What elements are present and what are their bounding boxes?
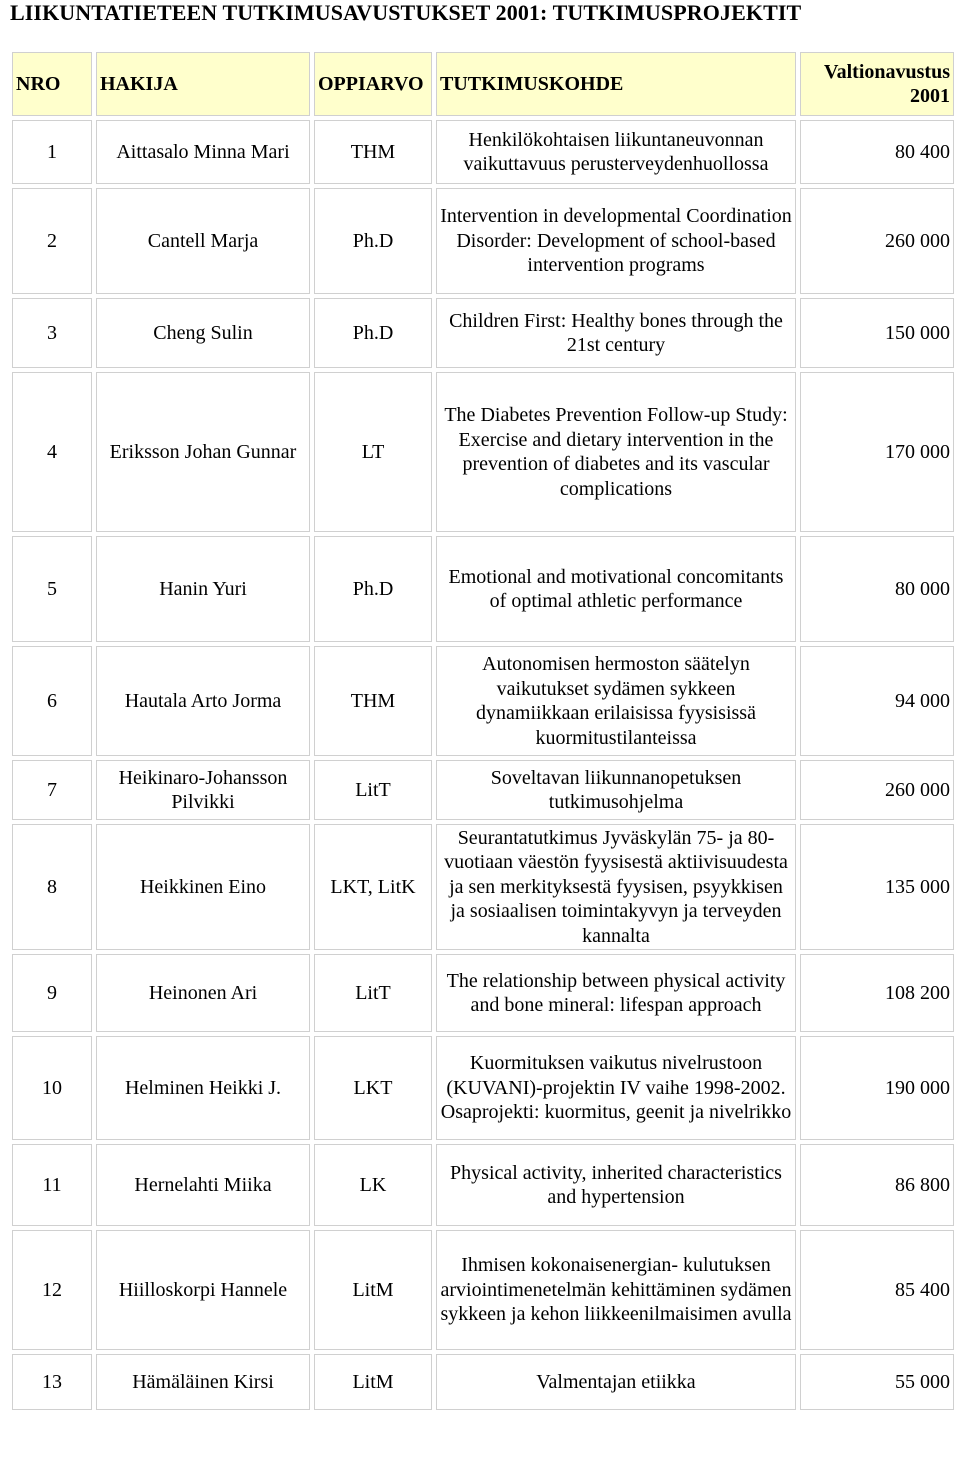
row-topic: Physical activity, inherited characteristics and hypertension xyxy=(436,1144,796,1226)
row-degree: Ph.D xyxy=(314,298,432,368)
row-topic: Ihmisen kokonaisenergian- kulutuksen arviointimenetelmän kehittäminen sydämen sykkeen ja kehon liikkeenilmaisimen avulla xyxy=(436,1230,796,1350)
table-row xyxy=(12,120,954,184)
row-degree: THM xyxy=(314,646,432,756)
row-applicant: Hämäläinen Kirsi xyxy=(96,1354,310,1410)
row-amount: 94 000 xyxy=(800,646,954,756)
row-applicant: Cantell Marja xyxy=(96,188,310,294)
row-degree: LT xyxy=(314,372,432,532)
header-degree: OPPIARVO xyxy=(314,52,432,116)
header-row xyxy=(12,52,954,116)
row-topic: Henkilökohtaisen liikuntaneuvonnan vaikuttavuus perusterveydenhuollossa xyxy=(436,120,796,184)
row-amount: 55 000 xyxy=(800,1354,954,1410)
row-degree: Ph.D xyxy=(314,188,432,294)
row-degree: LitM xyxy=(314,1230,432,1350)
table-row xyxy=(12,372,954,532)
table-row xyxy=(12,1144,954,1226)
table-row xyxy=(12,760,954,820)
row-nro: 3 xyxy=(12,298,92,368)
row-degree: LKT, LitK xyxy=(314,824,432,950)
row-topic: Soveltavan liikunnanopetuksen tutkimusohjelma xyxy=(436,760,796,820)
row-applicant: Hautala Arto Jorma xyxy=(96,646,310,756)
row-topic: The relationship between physical activity and bone mineral: lifespan approach xyxy=(436,954,796,1032)
row-nro: 6 xyxy=(12,646,92,756)
row-nro: 11 xyxy=(12,1144,92,1226)
row-amount: 85 400 xyxy=(800,1230,954,1350)
header-grant-line2: 2001 xyxy=(910,85,950,107)
row-applicant: Cheng Sulin xyxy=(96,298,310,368)
row-topic: Children First: Healthy bones through the 21st century xyxy=(436,298,796,368)
row-degree: LK xyxy=(314,1144,432,1226)
row-amount: 80 400 xyxy=(800,120,954,184)
row-nro: 9 xyxy=(12,954,92,1032)
row-applicant: Aittasalo Minna Mari xyxy=(96,120,310,184)
row-applicant: Hiilloskorpi Hannele xyxy=(96,1230,310,1350)
row-nro: 10 xyxy=(12,1036,92,1140)
header-topic: TUTKIMUSKOHDE xyxy=(436,52,796,116)
row-nro: 13 xyxy=(12,1354,92,1410)
header-nro: NRO xyxy=(12,52,92,116)
header-applicant: HAKIJA xyxy=(96,52,310,116)
row-degree: THM xyxy=(314,120,432,184)
row-amount: 260 000 xyxy=(800,188,954,294)
header-grant xyxy=(800,52,954,116)
row-amount: 135 000 xyxy=(800,824,954,950)
row-amount: 190 000 xyxy=(800,1036,954,1140)
row-degree: LitT xyxy=(314,954,432,1032)
header-grant-line1: Valtionavustus xyxy=(824,60,950,83)
row-amount: 150 000 xyxy=(800,298,954,368)
row-applicant: Heinonen Ari xyxy=(96,954,310,1032)
table-row xyxy=(12,298,954,368)
row-nro: 1 xyxy=(12,120,92,184)
row-nro: 12 xyxy=(12,1230,92,1350)
row-applicant: Eriksson Johan Gunnar xyxy=(96,372,310,532)
row-amount: 80 000 xyxy=(800,536,954,642)
row-topic: Autonomisen hermoston säätelyn vaikutukset sydämen sykkeen dynamiikkaan erilaisissa fyysisissä kuormitustilanteissa xyxy=(436,646,796,756)
row-topic: The Diabetes Prevention Follow-up Study: Exercise and dietary intervention in the prevention of diabetes and its vascular complications xyxy=(436,372,796,532)
table-row xyxy=(12,954,954,1032)
row-applicant: Helminen Heikki J. xyxy=(96,1036,310,1140)
row-degree: LitT xyxy=(314,760,432,820)
row-nro: 2 xyxy=(12,188,92,294)
grants-table xyxy=(8,48,958,1414)
row-applicant: Heikkinen Eino xyxy=(96,824,310,950)
table-row xyxy=(12,536,954,642)
row-applicant: Hanin Yuri xyxy=(96,536,310,642)
row-applicant: Heikinaro-Johansson Pilvikki xyxy=(96,760,310,820)
row-topic: Kuormituksen vaikutus nivelrustoon (KUVANI)-projektin IV vaihe 1998-2002. Osaprojekti: kuormitus, geenit ja nivelrikko xyxy=(436,1036,796,1140)
row-applicant: Hernelahti Miika xyxy=(96,1144,310,1226)
row-topic: Intervention in developmental Coordination Disorder: Development of school-based intervention programs xyxy=(436,188,796,294)
table-row xyxy=(12,1354,954,1410)
table-row xyxy=(12,1036,954,1140)
table-row xyxy=(12,646,954,756)
row-topic: Emotional and motivational concomitants of optimal athletic performance xyxy=(436,536,796,642)
row-amount: 170 000 xyxy=(800,372,954,532)
row-amount: 260 000 xyxy=(800,760,954,820)
row-topic: Seurantatutkimus Jyväskylän 75- ja 80-vuotiaan väestön fyysisestä aktiivisuudesta ja sen merkityksestä fyysisen, psyykkisen ja sosiaalisen toimintakyvyn ja terveyden kannalta xyxy=(436,824,796,950)
row-nro: 4 xyxy=(12,372,92,532)
row-topic: Valmentajan etiikka xyxy=(436,1354,796,1410)
row-nro: 5 xyxy=(12,536,92,642)
row-degree: Ph.D xyxy=(314,536,432,642)
row-nro: 8 xyxy=(12,824,92,950)
row-degree: LKT xyxy=(314,1036,432,1140)
row-nro: 7 xyxy=(12,760,92,820)
row-amount: 86 800 xyxy=(800,1144,954,1226)
row-amount: 108 200 xyxy=(800,954,954,1032)
row-degree: LitM xyxy=(314,1354,432,1410)
page-title: LIIKUNTATIETEEN TUTKIMUSAVUSTUKSET 2001: TUTKIMUSPROJEKTIT xyxy=(10,0,802,25)
table-row xyxy=(12,188,954,294)
table-row xyxy=(12,1230,954,1350)
table-row xyxy=(12,824,954,950)
